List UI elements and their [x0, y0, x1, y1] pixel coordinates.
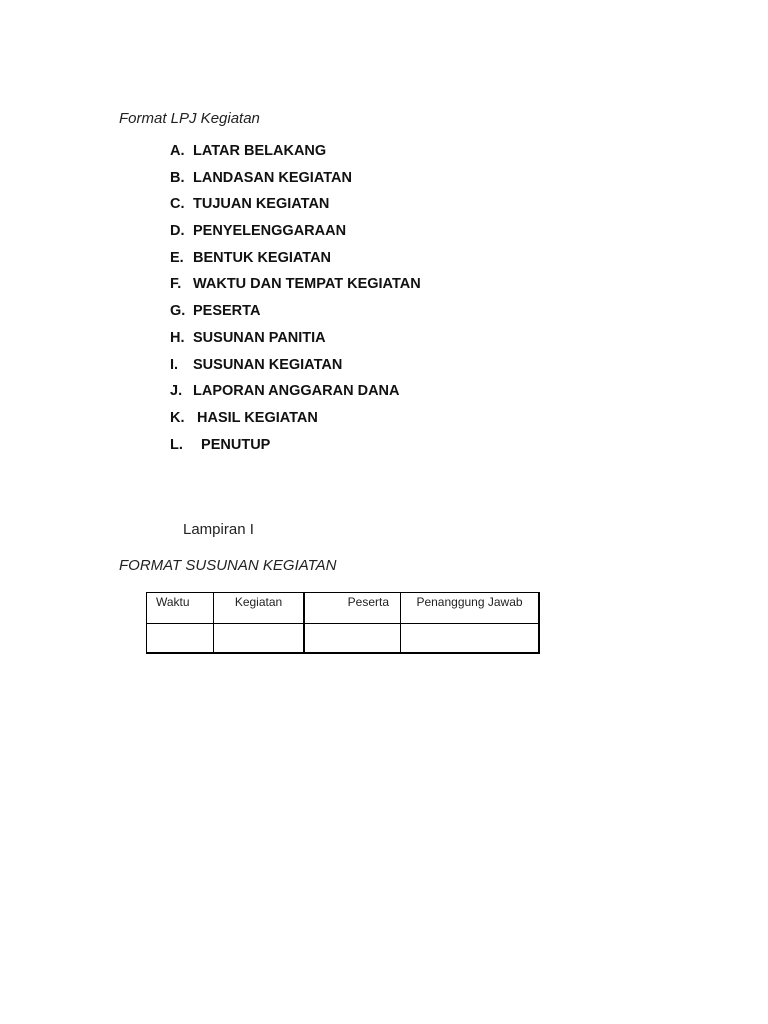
section-list	[170, 143, 421, 463]
list-letter: G.	[170, 303, 186, 320]
table-row	[147, 624, 540, 654]
column-header-kegiatan: Kegiatan	[214, 593, 305, 624]
list-item	[170, 437, 421, 464]
list-text: HASIL KEGIATAN	[193, 409, 318, 426]
list-letter: K.	[170, 409, 185, 426]
list-text: LAPORAN ANGGARAN DANA	[193, 383, 400, 400]
list-letter: J.	[170, 383, 183, 400]
list-text: SUSUNAN PANITIA	[193, 329, 326, 346]
list-letter: E.	[170, 249, 184, 266]
list-text: WAKTU DAN TEMPAT KEGIATAN	[193, 276, 421, 293]
list-text: PESERTA	[193, 303, 261, 320]
schedule-table	[146, 592, 540, 654]
list-letter: L.	[170, 436, 183, 453]
table-cell	[147, 624, 214, 654]
list-item	[170, 357, 421, 384]
list-text: PENUTUP	[193, 436, 271, 453]
list-letter: H.	[170, 329, 185, 346]
list-text: SUSUNAN KEGIATAN	[193, 356, 343, 373]
list-letter: C.	[170, 196, 185, 213]
lampiran-label: Lampiran I	[183, 521, 254, 538]
doc-title: Format LPJ Kegiatan	[119, 110, 260, 127]
list-item	[170, 303, 421, 330]
list-item	[170, 250, 421, 277]
list-letter: A.	[170, 143, 185, 159]
list-item	[170, 196, 421, 223]
list-item	[170, 276, 421, 303]
list-text: TUJUAN KEGIATAN	[193, 196, 330, 213]
table-cell	[401, 624, 540, 654]
list-item	[170, 383, 421, 410]
list-item	[170, 143, 421, 170]
table-cell	[304, 624, 401, 654]
column-header-penanggung-jawab: Penanggung Jawab	[401, 593, 540, 624]
list-item	[170, 170, 421, 197]
list-letter: I.	[170, 356, 179, 373]
list-text: BENTUK KEGIATAN	[193, 249, 332, 266]
list-text: LANDASAN KEGIATAN	[193, 169, 352, 186]
list-letter: B.	[170, 169, 185, 186]
list-text: LATAR BELAKANG	[193, 143, 327, 159]
list-text: PENYELENGGARAAN	[193, 223, 347, 240]
table-cell	[214, 624, 305, 654]
table-title: FORMAT SUSUNAN KEGIATAN	[119, 557, 337, 574]
column-header-waktu: Waktu	[147, 593, 214, 624]
table-header-row	[147, 593, 540, 624]
list-item	[170, 410, 421, 437]
list-letter: D.	[170, 223, 185, 240]
column-header-peserta: Peserta	[304, 593, 401, 624]
list-item	[170, 223, 421, 250]
list-item	[170, 330, 421, 357]
list-letter: F.	[170, 276, 182, 293]
